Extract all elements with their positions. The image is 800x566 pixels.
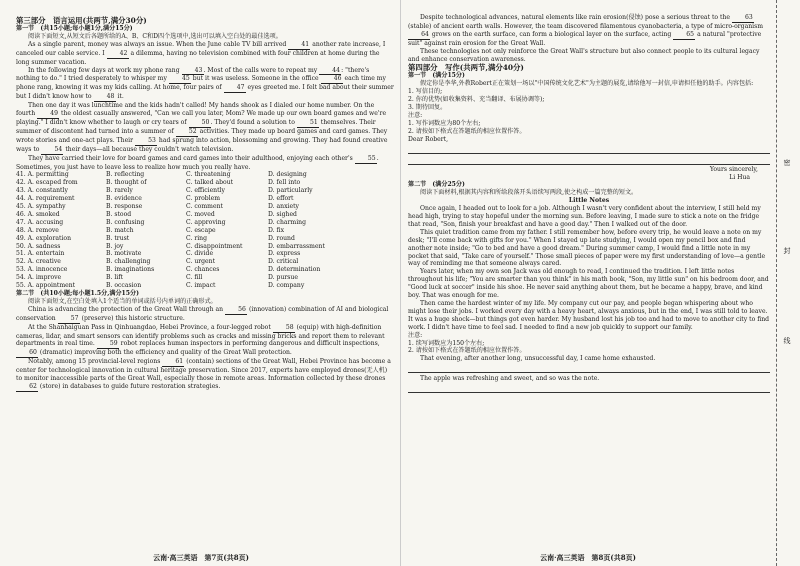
option-row xyxy=(16,243,394,251)
option-choice: C. comment xyxy=(186,203,223,211)
option-choice: 48. A. remove xyxy=(16,226,59,234)
option-choice: C. ring xyxy=(186,234,208,242)
passage-text: Despite technological advances, natural elements like rain erosion(侵蚀) pose a serious threat to the xyxy=(420,14,732,21)
option-choice: B. confusing xyxy=(106,218,145,226)
passage-text: themselves. Their summer of discontent had turned into a summer of xyxy=(16,118,376,135)
option-choice: B. stood xyxy=(106,210,132,218)
passage-paragraph xyxy=(16,358,394,392)
passage-text: At the Shanhaiguan Pass in Qinhuangdao, Hebei Province, a four-legged robot xyxy=(28,323,273,331)
option-choice: C. urgent xyxy=(186,258,216,266)
passage-text: . Sometimes, you just have to leave less to realize how much you really have. xyxy=(16,154,379,171)
answer-blank: 64 xyxy=(408,31,430,40)
option-row xyxy=(16,187,394,195)
passage-text: another rate increase, I canceled our cable service. I xyxy=(16,40,386,57)
option-choice: C. moved xyxy=(186,210,215,218)
binding-char: 封 xyxy=(783,247,791,255)
option-choice: 41. A. permitting xyxy=(16,171,69,179)
option-row xyxy=(16,219,394,227)
option-choice: 54. A. improve xyxy=(16,274,62,282)
writing1-note-1: 1. 写作词数应为80个左右; xyxy=(408,119,481,127)
passage-text: As a single parent, money was always an issue. When the June cable TV bill arrived xyxy=(28,40,289,48)
option-choice: 55. A. appointment xyxy=(16,282,76,290)
option-choice: D. express xyxy=(268,250,301,258)
passage-text: the oldest casually answered, "Can we call you later, Mom? We made up our own board games and we're playing." I didn't know whether to laugh or cry tears of xyxy=(16,110,387,126)
page-8 xyxy=(404,0,772,566)
option-row xyxy=(16,211,394,219)
option-choice: 43. A. constantly xyxy=(16,187,68,195)
option-choice: B. thought of xyxy=(106,179,147,187)
answer-blank: 62 xyxy=(16,383,38,392)
option-choice: B. match xyxy=(106,226,134,234)
option-choice: 50. A. sadness xyxy=(16,242,61,250)
passage-text: activities. They made up board games and card games. They wrote stories and one-act plays. Their xyxy=(16,127,388,144)
part3-title: 第三部分 语言运用(共两节,满分30分) xyxy=(16,16,147,25)
option-choice: B. lift xyxy=(106,274,123,282)
page-footer-7: 云南·高三英语 第7页(共8页) xyxy=(153,553,249,563)
option-choice: B. occasion xyxy=(106,282,142,290)
story-paragraph: Years later, when my own son Jack was old enough to read, I continued the tradition. I left little notes throughout his life; "You are smarter than you think" in his math book, "Son, my little sun" on his bedroom door, and "Good luck at soccer" inside his shoe. He never said anything about them, but he became a happy, brave, and kind boy. That was enough for me. xyxy=(408,268,769,300)
option-choice: D. determination xyxy=(268,266,321,274)
option-choice: B. evidence xyxy=(106,195,142,203)
section2-instructions: 阅读下面短文,在空白处填入1个适当的单词或括号内单词的正确形式。 xyxy=(28,297,217,305)
passage-text: (dramatic) improving both the efficiency and quality of the Great Wall protection. xyxy=(38,349,292,357)
passage-ending: These technologies not only reinforce the Great Wall's structure but also connect people to its cultural legacy and enhance conservation awareness. xyxy=(408,47,760,63)
answer-blank: 50 xyxy=(189,119,211,128)
continuation-paragraph-2-start: The apple was refreshing and sweet, and so was the note. xyxy=(420,375,600,383)
writing2-instructions: 阅读下面材料,根据其内容和所给段落开头语续写两段,使之构成一篇完整的短文。 xyxy=(420,189,638,197)
option-choice: B. joy xyxy=(106,242,124,250)
answer-blank: 53 xyxy=(135,137,157,146)
answer-blank: 42 xyxy=(107,50,129,59)
passage-text: In the following few days at work my phone rang xyxy=(28,66,182,74)
part4-title: 第四部分 写作(共两节,满分40分) xyxy=(408,63,524,73)
option-choice: C. problem xyxy=(186,195,221,203)
option-choice: C. approving xyxy=(186,218,226,226)
page-divider xyxy=(400,0,401,566)
passage-paragraph xyxy=(408,14,770,48)
passage-text: (contain) sections of the Great Wall, Hebei Province has become a center for technological innovation in cultural heritage preservation. Since 2017, experts have employed drones(无人机) to monitor inaccessible parts of the Great Wall, especially those in remote areas. Information collected by these drones xyxy=(16,358,391,383)
passage-text: (store) in databases to guide future restoration strategies. xyxy=(38,382,221,390)
option-choice: C. efficiently xyxy=(186,187,225,195)
passage-paragraph xyxy=(16,155,394,172)
binding-char: 密 xyxy=(783,159,791,167)
option-choice: D. charming xyxy=(268,218,306,226)
section1-title: 第一节 (共15小题;每小题1分,满分15分) xyxy=(16,25,133,32)
option-choice: 45. A. sympathy xyxy=(16,203,66,211)
option-row xyxy=(16,179,394,187)
passage-text: robot replaces human inspectors in performing dangerous and difficult inspections, xyxy=(118,340,380,348)
option-choice: 44. A. requirement xyxy=(16,195,75,203)
option-row xyxy=(16,258,394,266)
answer-blank: 51 xyxy=(297,119,319,128)
option-choice: D. sighed xyxy=(268,210,297,218)
option-row xyxy=(16,203,394,211)
passage-paragraph xyxy=(16,41,394,67)
answer-blank: 47 xyxy=(224,84,246,93)
story-paragraph: This quiet tradition came from my father. I still remember how, before every trip, he would leave a note on my desk; "I'll come back with gifts for you." When I stayed up late studying, I would open my pencil box and find another note inside; "Go to bed and have a good dream." During summer camp, I would find a little note in my pocket that said, "Take care of yourself." Those small pieces of paper were my first understanding of love—a gentle way of reminding me that someone always cared. xyxy=(408,228,766,268)
passage-text: eyes greeted me. I felt bad about their summer but I didn't know how to xyxy=(16,84,394,101)
answer-blank: 44 xyxy=(319,67,341,76)
passage-paragraph xyxy=(16,67,394,103)
option-choice: D. embarrassment xyxy=(268,242,325,250)
option-choice: 52. A. creative xyxy=(16,258,61,266)
passage-paragraph xyxy=(16,324,394,359)
answer-blank: 49 xyxy=(37,110,59,119)
option-choice: C. chances xyxy=(186,266,220,274)
answer-blank: 57 xyxy=(58,315,80,324)
answer-blank: 59 xyxy=(97,340,119,349)
binding-margin xyxy=(776,0,799,566)
option-row xyxy=(16,195,394,203)
option-choice: C. impact xyxy=(186,282,216,290)
answer-blank: 45 xyxy=(169,75,191,84)
answer-blank: 55 xyxy=(355,155,377,164)
letter-salutation: Dear Robert, xyxy=(408,135,449,143)
answer-blank: 48 xyxy=(94,93,116,102)
passage-text: Then one day it was lunchtime and the kids hadn't called! My hands shook as I dialed our home number. On the fourth xyxy=(16,102,375,118)
answer-blank: 56 xyxy=(225,306,247,315)
writing2-title: 第二节 (满分25分) xyxy=(408,181,465,189)
passage-text: grows on the earth surface, can form a biological layer on the surface, acting xyxy=(430,30,674,38)
passage-paragraph xyxy=(16,306,394,324)
passage-text: Notably, among 15 provincial-level regions xyxy=(28,358,163,366)
option-choice: B. motivate xyxy=(106,250,142,258)
page-footer-8: 云南·高三英语 第8页(共8页) xyxy=(540,553,636,563)
answer-line xyxy=(408,144,770,154)
option-choice: D. critical xyxy=(268,258,299,266)
option-choice: C. threatening xyxy=(186,171,231,179)
option-choice: C. talked about xyxy=(186,179,234,187)
writing2-note-1: 1. 续写词数应为150个左右; xyxy=(408,339,485,347)
story-paragraph: Once again, I headed out to look for a job. Although I wasn't very confident about the interview, I still held my head high, trying to stay hopeful under the morning sun. Before leaving, I made sure to stick a note on the fridge that read, "Son, finish your breakfast and have a good day." Then I walked out of the door. xyxy=(408,205,761,228)
passage-text: (innovation) combination of AI and biological conservation xyxy=(16,305,389,322)
writing1-instructions: 假定你是李华,外教Robert正在策划一场以"中国传统文化艺术"为主题的展览,请给他写一封信,申请担任他的助手。内容包括: xyxy=(420,80,754,88)
option-choice: 53. A. innocence xyxy=(16,266,68,274)
option-row xyxy=(16,274,394,282)
passage-text: a dilemma, having no television combined with four children at home during the long summer vacation. xyxy=(16,49,380,66)
answer-blank: 65 xyxy=(673,31,695,40)
answer-blank: 54 xyxy=(41,146,63,155)
story-title: Little Notes xyxy=(568,197,610,205)
answer-blank: 46 xyxy=(321,75,343,84)
note-label: 注意: xyxy=(408,111,423,119)
grammar-passage xyxy=(16,306,394,392)
option-choice: 47. A. accusing xyxy=(16,218,64,226)
option-choice: D. fix xyxy=(268,226,285,234)
writing1-note-2: 2. 请按如下格式在答题纸的相应位置作答。 xyxy=(408,127,526,135)
option-choice: D. particularly xyxy=(268,187,313,195)
option-choice: B. reflecting xyxy=(106,171,145,179)
writing1-point-2: 2. 你的优势(如收集资料、充当翻译、布展协调等); xyxy=(408,96,545,104)
passage-text: it. xyxy=(115,93,124,101)
passage-text: their days—all because they couldn't watch television. xyxy=(63,145,234,153)
passage-paragraph xyxy=(16,102,394,154)
answer-line xyxy=(408,383,770,393)
answer-line xyxy=(408,155,770,165)
answer-blank: 61 xyxy=(162,358,184,367)
option-choice: D. designing xyxy=(268,171,307,179)
passage-text: (equip) with high-definition cameras, lidar, and smart sensors can identify problems such as cracks and missing bricks and report them to relevant departments in real time. xyxy=(16,323,385,348)
section2-title: 第二节 (共10小题;每小题1.5分,满分15分) xyxy=(16,290,140,297)
passage-text: They have carried their love for board games and card games into their adulthood, enjoying each other's xyxy=(28,154,355,162)
option-choice: C. escape xyxy=(186,226,216,234)
option-choice: B. response xyxy=(106,203,143,211)
letter-signature: Li Hua xyxy=(729,173,750,181)
option-choice: D. company xyxy=(268,282,305,290)
option-choice: B. challenging xyxy=(106,258,151,266)
option-choice: D. fell into xyxy=(268,179,301,187)
option-choice: C. divide xyxy=(186,250,214,258)
option-choice: 49. A. exploration xyxy=(16,234,72,242)
option-choice: B. imaginations xyxy=(106,266,155,274)
passage-text: had sprung into action, blossoming and growing. They had found creative ways to xyxy=(16,136,388,153)
cloze-passage xyxy=(16,41,394,172)
passage-text: : "there's nothing to do." I tried desperately to whisper my xyxy=(16,66,370,83)
page-7 xyxy=(2,0,400,566)
letter-closing: Yours sincerely, xyxy=(709,165,758,173)
writing1-point-3: 3. 期待回复。 xyxy=(408,104,447,112)
option-choice: D. round xyxy=(268,234,295,242)
passage-text: (stable) of ancient earth walls. However, the team discovered filamentous cyanobacteria, a type of micro-organism xyxy=(408,22,763,30)
writing1-title: 第一节 (满分15分) xyxy=(408,72,465,80)
answer-line xyxy=(408,363,770,373)
grammar-passage-continued xyxy=(408,14,770,48)
option-choice: 51. A. entertain xyxy=(16,250,65,258)
answer-blank: 63 xyxy=(732,14,754,23)
option-row xyxy=(16,227,394,235)
option-row xyxy=(16,235,394,243)
option-row xyxy=(16,266,394,274)
answer-blank: 60 xyxy=(16,349,38,358)
passage-text: but it was useless. Someone in the office xyxy=(190,75,321,83)
option-choice: 46. A. smoked xyxy=(16,210,60,218)
option-choice: 42. A. escaped from xyxy=(16,179,78,187)
option-row xyxy=(16,171,394,179)
passage-text: China is advancing the protection of the Great Wall through an xyxy=(28,305,226,313)
option-choice: D. effort xyxy=(268,195,294,203)
writing2-note-2: 2. 请按如下格式在答题纸的相应位置作答。 xyxy=(408,347,526,355)
option-choice: C. fill xyxy=(186,274,203,282)
answer-blank: 41 xyxy=(288,41,310,50)
cloze-options xyxy=(16,171,394,290)
option-choice: D. anxiety xyxy=(268,203,299,211)
option-choice: B. trust xyxy=(106,234,130,242)
passage-text: (preserve) this historic structure. xyxy=(79,314,185,322)
passage-text: each time my phone rang, knowing it was my kids calling. At home, four pairs of xyxy=(16,75,386,92)
passage-text: a natural "protective suit" against rain erosion for the Great Wall. xyxy=(408,30,762,47)
section1-instructions: 阅读下面短文,从短文后各题所给的A、B、C和D四个选项中,选出可以填入空白处的最佳选项。 xyxy=(28,32,282,40)
writing1-point-1: 1. 写信目的; xyxy=(408,88,443,96)
binding-char: 线 xyxy=(783,337,791,345)
continuation-paragraph-1-start: That evening, after another long, unsuccessful day, I came home exhausted. xyxy=(420,355,656,363)
story-paragraph: Then came the hardest winter of my life. My company cut our pay, and people began whispering about who might lose their jobs. I worked every day with a heavy heart, always anxious, but in the end, I was still told to leave. It was a huge shock—but things got even harder. My husband lost his job too and had to move to another city to find work. I didn't have time to feel sad. I needed to find a new job quickly to support our family. xyxy=(408,300,770,331)
answer-blank: 58 xyxy=(273,324,295,333)
answer-blank: 43 xyxy=(182,67,204,76)
option-choice: B. rarely xyxy=(106,187,133,195)
option-row xyxy=(16,282,394,290)
note-label: 注意: xyxy=(408,331,423,339)
option-choice: D. pursue xyxy=(268,274,298,282)
answer-blank: 52 xyxy=(176,128,198,137)
option-row xyxy=(16,250,394,258)
passage-text: . They'd found a solution to xyxy=(210,118,297,126)
option-choice: C. disappointment xyxy=(186,242,243,250)
passage-text: . Most of the calls were to repeat my xyxy=(203,66,320,74)
